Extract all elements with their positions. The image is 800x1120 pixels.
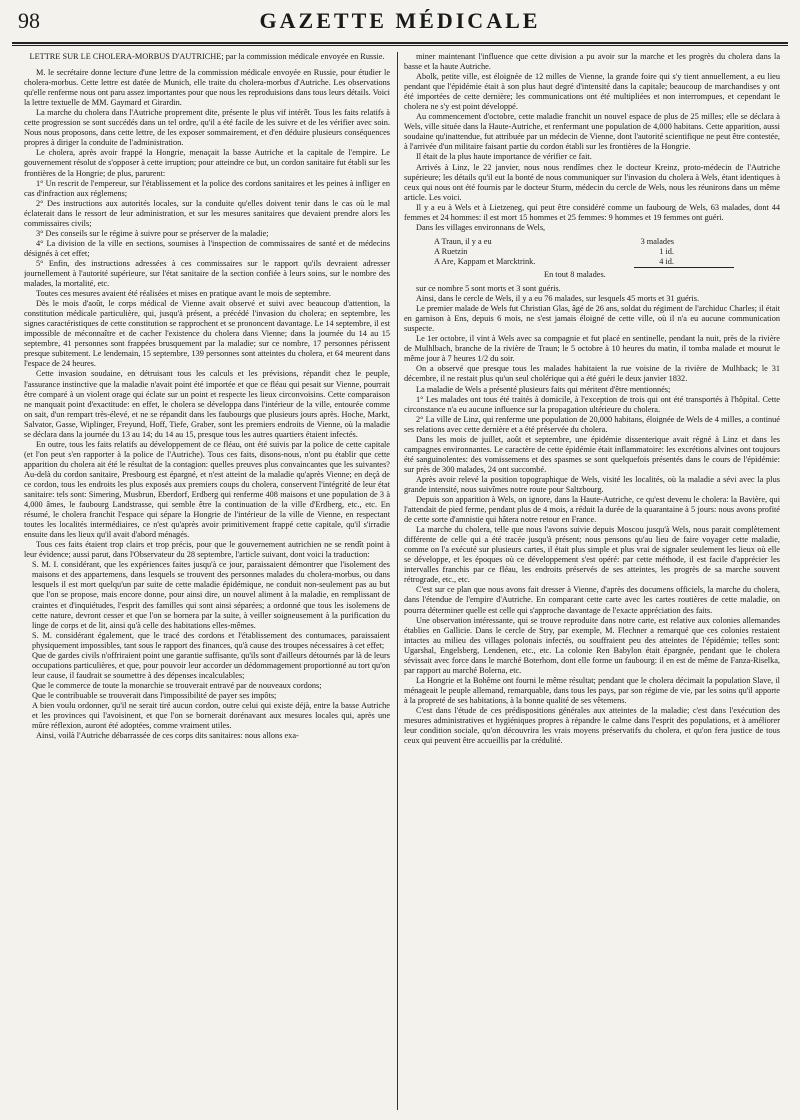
column-divider (397, 52, 398, 1110)
paragraph: C'est dans l'étude de ces prédispositions générales aux atteintes de la maladie; c'est dans l'exécution des mesures administratives et hygiéniques propres à répandre le calme dans l'esprit des populations, et à améliorer leur condition sociale, qu'on découvrira les vrais moyens préservatifs du cholera, et qu'on fera justice de tous ceux qui peuvent être accueillis par la crédulité. (404, 706, 780, 746)
paragraph: A bien voulu ordonner, qu'il ne serait tiré aucun cordon, outre celui qui existe déjà, entre la basse Autriche et les provinces qui l'avoisinent, et que l'on se bornerait dorénavant aux mesures locales qui, après une mûre réflexion, auront été adoptées, comme vraiment utiles. (32, 701, 390, 731)
paragraph: Il était de la plus haute importance de vérifier ce fait. (416, 152, 592, 162)
table-count: 3 malades (640, 236, 674, 246)
paragraph: Que de gardes civils n'offriraient point une garantie suffisante, qu'ils sont d'ailleurs détournés par là de leurs occupations particulières, et que, pour pouvoir leur accorder un dédommagement proportionné au tort qu'on leur cause, il faudrait se soumettre à des dépenses incalculables; (32, 650, 390, 680)
paragraph: Toutes ces mesures avaient été réalisées et mises en pratique avant le mois de septembre. (36, 289, 332, 299)
paragraph: Que le commerce de toute la monarchie se trouverait entravé par de nouveaux cordons; (32, 680, 322, 690)
paragraph: On a observé que presque tous les malades habitaient la rue voisine de la rivière de Mulhback; le 31 décembre, il ne restait plus qu'un seul cholérique qui a été guéri le deux janvier 1832. (404, 364, 780, 384)
table-count: 1 id. (659, 246, 674, 256)
left-column (24, 52, 390, 1112)
table-place: A Ruetzin (434, 246, 468, 256)
paragraph: Que le contribuable se trouverait dans l'impossibilité de payer ses impôts; (32, 690, 277, 700)
paragraph: La Hongrie et la Bohême ont fourni le même résultat; pendant que le cholera décimait la population Slave, il ménageait le peuple allemand, remarquable, dans tous les pays, par son régime de vie, par les soins qu'il apporte à la propreté de ses habitations, à la bonne qualité de ses vêtemens. (404, 675, 780, 705)
paragraph: Depuis son apparition à Wels, on ignore, dans la Haute-Autriche, ce qu'est devenu le cholera: la Bavière, qui l'attendait de pied ferme, pendant plus de 4 mois, a réduit la durée de la quarantaine à 5 jours: nous avons profité de cette sorte d'amnistie qui hâtera notre retour en France. (404, 495, 780, 525)
header-rule (12, 42, 788, 44)
paragraph: Tous ces faits étaient trop clairs et trop précis, pour que le gouvernement autrichien ne se rendît point à leur évidence; aussi parut, dans l'Observateur du 28 septembre, l'article suivant, dont voici la traduction: (24, 540, 390, 560)
table-count: 4 id. (659, 256, 674, 266)
paragraph: 3° Des conseils sur le régime à suivre pour se préserver de la maladie; (36, 228, 269, 238)
page-number: 98 (18, 8, 40, 33)
paragraph: Une observation intéressante, qui se trouve reproduite dans notre carte, est relative aux colonies allemandes établies en Gallicie. Dans le cercle de Stry, par exemple, M. Flechner a remarqué que ces colonies restaient intactes au milieu des villages polonais infectés, ou souffraient peu des atteintes de l'épidémie; telles sont: Ugarshal, Engelsberg, Lendenen, etc., etc. La colonie Ren Babylon était épargnée, pendant que le cholera sévissait avec force dans le marché Boterhom, dont elle forme un faubourg: il en est de même de Fanza-Riselka, par rapport au marché Bolerna, etc. (404, 615, 780, 675)
paragraph: Abolk, petite ville, est éloignée de 12 milles de Vienne, la grande foire qui s'y tient annuellement, a eu lieu pendant que l'épidémie était à son plus haut degré d'intensité dans la capitale; beaucoup de marchandises y ont été importées de cette dernière; les communications ont été multipliées et non interrompues, et cependant le cholera ne s'y est point développé. (404, 72, 780, 112)
paragraph: Arrivés à Linz, le 22 janvier, nous nous rendîmes chez le docteur Kreinz, proto-médecin de l'Autriche supérieure; les détails qu'il eut la bonté de nous communiquer sur l'invasion du cholera à Wels, étant identiques à ceux qui nous ont été fournis par le docteur Sturm, médecin du cercle de Wels, nous les réunirons dans un même article. Les voici. (404, 162, 780, 202)
paragraph: 5° Enfin, des instructions adressées à ces commissaires sur le rapport qu'ils devraient adresser journellement à l'autorité supérieure, sur l'état sanitaire de la section confiée à leurs soins, sur le nombre des malades, la mortalité, etc. (24, 258, 390, 289)
paragraph: Ainsi, voilà l'Autriche débarrassée de ces corps dits sanitaires: nous allons exa- (36, 731, 299, 741)
paragraph: La marche du cholera, telle que nous l'avons suivie depuis Moscou jusqu'à Wels, nous parait complètement différente de celle qui a été tracée jusqu'à présent; nous pensons qu'au lieu de faire voyager cette maladie, comme on l'a exécuté sur plusieurs cartes, il était plus simple et plus vrai de signaler seulement les lieux où elle se développe, et les époques où ce développement s'est opéré: par cette méthode, il est facile d'apprécier les intervalles franchis par ce fléau, les endroits préservés de ses atteintes, les progrès de sa marche souvent rétrograde, etc., etc. (404, 525, 780, 585)
paragraph: Après avoir relevé la position topographique de Wels, visité les localités, où la maladie a sévi avec la plus grande intensité, nous suivîmes notre route pour Saltzbourg. (404, 474, 780, 494)
table-sum-line (634, 267, 734, 268)
paragraph: 2° La ville de Linz, qui renferme une population de 20,000 habitans, éloignée de Wels de 4 milles, a continué ses relations avec cette dernière et a été préservée du cholera. (404, 414, 780, 434)
paragraph: miner maintenant l'influence que cette division a pu avoir sur la marche et les progrès du cholera dans la basse et la haute Autriche. (404, 52, 780, 72)
cases-table (434, 237, 780, 280)
table-total: En tout 8 malades. (544, 269, 606, 279)
paragraph: Le cholera, après avoir frappé la Hongrie, menaçait la basse Autriche et la capitale de l'empire. Le gouvernement résolut de s'opposer à cette irruption; pour atteindre ce but, un cordon sanitaire fut établi sur les frontières de la Hongrie; de plus, parurent: (24, 148, 390, 178)
paragraph: En outre, tous les faits relatifs au développement de ce fléau, ont été suivis par la police de cette capitale (et l'on peut s'en rapporter à la police de l'Autriche). Tous ces faits, disons-nous, n'ont pu établir que cette apparition du cholera ait été le résultat de la contagion: quelles preuves plus convaincantes que les suivantes? Au-delà du cordon sanitaire, Presbourg est épargné, et n'est atteint de la maladie qu'après Vienne; en deçà de ce cordon, tous les endroits les plus exposés aux premiers coups du cholera, conservent l'intégrité de leur état sanitaire: tels sont: Simering, Musbrun, Eberdorf, Erdberg qui renferme 408 maisons et une population de 3 à 4,000 âmes, le faubourg Landstrasse, qui semble être la continuation de la ville d'Erdberg, etc., etc. En résumé, le cholera franchit l'espace qui sépare la Hongrie de l'intérieur de la ville de Vienne, en respectant toutes les localités intermédiaires, ce n'est qu'après avoir primitivement frappé cette capitale, qu'il s'irradie ensuite dans les lieux qu'il avait d'abord ménagés. (24, 439, 390, 540)
table-row (434, 247, 674, 257)
cases-table-rows (434, 237, 780, 267)
paragraph: Dans les villages environnans de Wels, (416, 222, 546, 232)
paragraph: M. le secrétaire donne lecture d'une lettre de la commission médicale envoyée en Russie, pour étudier le cholera-morbus. Cette lettre est datée de Munich, elle traite du cholera-morbus d'Autriche. Les observations qu'elle renferme nous ont paru assez importantes pour que nous les reproduisions dans tous leurs détails. Voici la lettre textuelle de MM. Gaymard et Girardin. (24, 68, 390, 108)
paragraph: Dans les mois de juillet, août et septembre, une épidémie dissenterique avait régné à Linz et dans les campagnes environnantes. Le caractère de cette épidémie était inflammatoire: les excrétions alvines ont toujours été sanguinolentes: des vomissemens et des spasmes se sont quelquefois présentés dans le cours de l'épidémie: sur près de 300 malades, 24 ont succombé. (404, 434, 780, 474)
right-column-part-a (404, 52, 780, 233)
paragraph: Cette invasion soudaine, en détruisant tous les calculs et les prévisions, répandit chez le peuple, l'assurance instinctive que la maladie n'avait point été importée et que ce fléau qui pesait sur Vienne, pourrait être comparé à un violent orage qui éclate sur un point et respecte les lieux circonvoisins. Cette comparaison ne manquait point d'exactitude: en effet, le cholera se développa dans l'intérieur de la ville, entourée comme on sait, d'un rempart très-élevé, et ne se répandit dans les faubourgs que plusieurs jours après. Hoche, Markt, Salvator, Gasse, Wiplinger, Freyund, Hoff, Tiefe, Graber, sont les premiers endroits de Vienne, où la maladie se déclara dans la journée du 13 au 14; du 14 au 15, presque tous les autres quartiers étaient infectés. (24, 369, 390, 439)
paragraph: 1° Les malades ont tous été traités à domicile, à l'exception de trois qui ont été transportés à l'hôpital. Cette circonstance n'a eu aucune influence sur la propagation ultérieure du cholera. (404, 394, 780, 414)
header-rule-thin (12, 45, 788, 46)
paragraph: sur ce nombre 5 sont morts et 3 sont guéris. (416, 284, 561, 294)
paragraph: Dès le mois d'août, le corps médical de Vienne avait observé et suivi avec beaucoup d'attention, la constitution médicale particulière, qui, jusqu'à présent, a précédé l'invasion du cholera; en septembre, les signes caractéristiques de cette constitution se rapprochent et se prononcent davantage. Le 14 septembre, il est impossible de méconnaître et de cacher l'existence du cholera dans Vienne; dans la journée du 14 au 15 septembre, 41 personnes sont frappées brusquement par la maladie; sur ce nombre, 17 personnes périssent presque subitement. Le lendemain, 15 septembre, 139 personnes sont atteintes du cholera, et 64 meurent dans l'espace de 24 heures. (24, 299, 390, 369)
paragraph: La maladie de Wels a présenté plusieurs faits qui méritent d'être mentionnés; (416, 384, 671, 394)
paragraph: Au commencement d'octobre, cette maladie franchit un nouvel espace de plus de 25 milles; elle se déclara à Wels, ville située dans la Haute-Autriche, et renfermant une population de 4,000 habitans. Cette apparition, aussi soudaine qu'inattendue, fut attribuée par un médecin de Vienne, dont l'autorité scientifique ne peut être contestée, à l'arrivée d'un militaire faisant partie du cordon établi sur les frontières de la Hongrie. (404, 112, 780, 152)
article-title: LETTRE SUR LE CHOLERA-MORBUS D'AUTRICHE; par la commission médicale envoyée en Russie. (29, 52, 385, 61)
paragraph: Le 1er octobre, il vint à Wels avec sa compagnie et fut placé en sentinelle, pendant la nuit, près de la rivière de Mulhlbach, branche de la rivière de Traun; le 5 octobre à 10 heures du matin, il tomba malade et mourut le même jour à 7 heures 1/2 du soir. (404, 334, 780, 364)
paragraph: La marche du cholera dans l'Autriche proprement dite, présente le plus vif intérêt. Tous les faits relatifs à cette progression se sont succédés dans un tel ordre, qu'il a été facile de les suivre et de les vérifier avec soin. Nous nous proposons, dans cette lettre, de les exposer sommairement, et d'en déduire plusieurs conséquences propres à diriger la conduite de l'administration. (24, 108, 390, 148)
paragraph: 2° Des instructions aux autorités locales, sur la conduite qu'elles doivent tenir dans le cas où le mal éclaterait dans le ressort de leur administration, et sur les mesures sanitaires que devaient prendre alors les commissaires civils; (24, 198, 390, 228)
journal-title: GAZETTE MÉDICALE (259, 8, 541, 33)
table-row (434, 237, 674, 247)
table-row (434, 257, 674, 267)
paragraph: S. M. I. considérant, que les expériences faites jusqu'à ce jour, paraissaient démontrer que l'isolement des maisons et des appartemens, dans lesquels se trouvent des personnes malades du cholera-morbus, ou dans lesquels il est mort quelqu'un par suite de cette maladie épidémique, ne conduit non-seulement pas au but que l'on se propose, mais encore donne, pour ainsi dire, un nouvel aliment à la maladie, en remplissant de craintes et d'inquiétudes, l'esprit des familles qui sont ainsi séparées; a ordonné que tous les isolemens de cette nature, devront cesser et que l'on se bornera par la suite, à veiller soigneusement à la purification du linge de corps et de lit, ainsi qu'à celle des habitations elles-mêmes. (32, 560, 390, 630)
paragraph: C'est sur ce plan que nous avons fait dresser à Vienne, d'après des documens officiels, la marche du cholera, dans l'étendue de l'empire d'Autriche. En comparant cette carte avec les cartes routières de cette maladie, on pourra déterminer quelle est celle qui s'approche davantage de l'exacte appréciation des faits. (404, 585, 780, 615)
paragraph: S. M. considérant également, que le tracé des cordons et l'établissement des contumaces, paraissaient physiquement impossibles, tant sous le rapport des finances, qu'à cause des troupes nécessaires à cet effet; (32, 630, 390, 650)
table-place: A Are, Kappam et Marcktrink. (434, 256, 536, 266)
paragraph: Ainsi, dans le cercle de Wels, il y a eu 76 malades, sur lesquels 45 morts et 31 guéris. (416, 294, 700, 304)
paragraph: Le premier malade de Wels fut Christian Glas, âgé de 26 ans, soldat du régiment de l'archiduc Charles; il était en garnison à Ens, depuis 6 mois, ne s'est jamais éloigné de cette ville, où il n'a eu aucune communication suspecte. (404, 304, 780, 334)
right-column (404, 52, 780, 1112)
paragraph: 1° Un rescrit de l'empereur, sur l'établissement et la police des cordons sanitaires et les peines à infliger en cas d'infraction aux réglemens; (24, 178, 390, 198)
right-column-part-b (404, 284, 780, 746)
table-place: A Traun, il y a eu (434, 236, 492, 246)
paragraph: Il y a eu à Wels et à Lietzeneg, qui peut être considéré comme un faubourg de Wels, 63 malades, dont 44 femmes et 24 hommes: il est mort 15 hommes et 25 femmes: 9 hommes et 19 femmes ont guéri. (404, 202, 780, 222)
paragraph: 4° La division de la ville en sections, soumises à l'inspection de commissaires de santé et de médecins désignés à cet effet; (24, 238, 390, 258)
